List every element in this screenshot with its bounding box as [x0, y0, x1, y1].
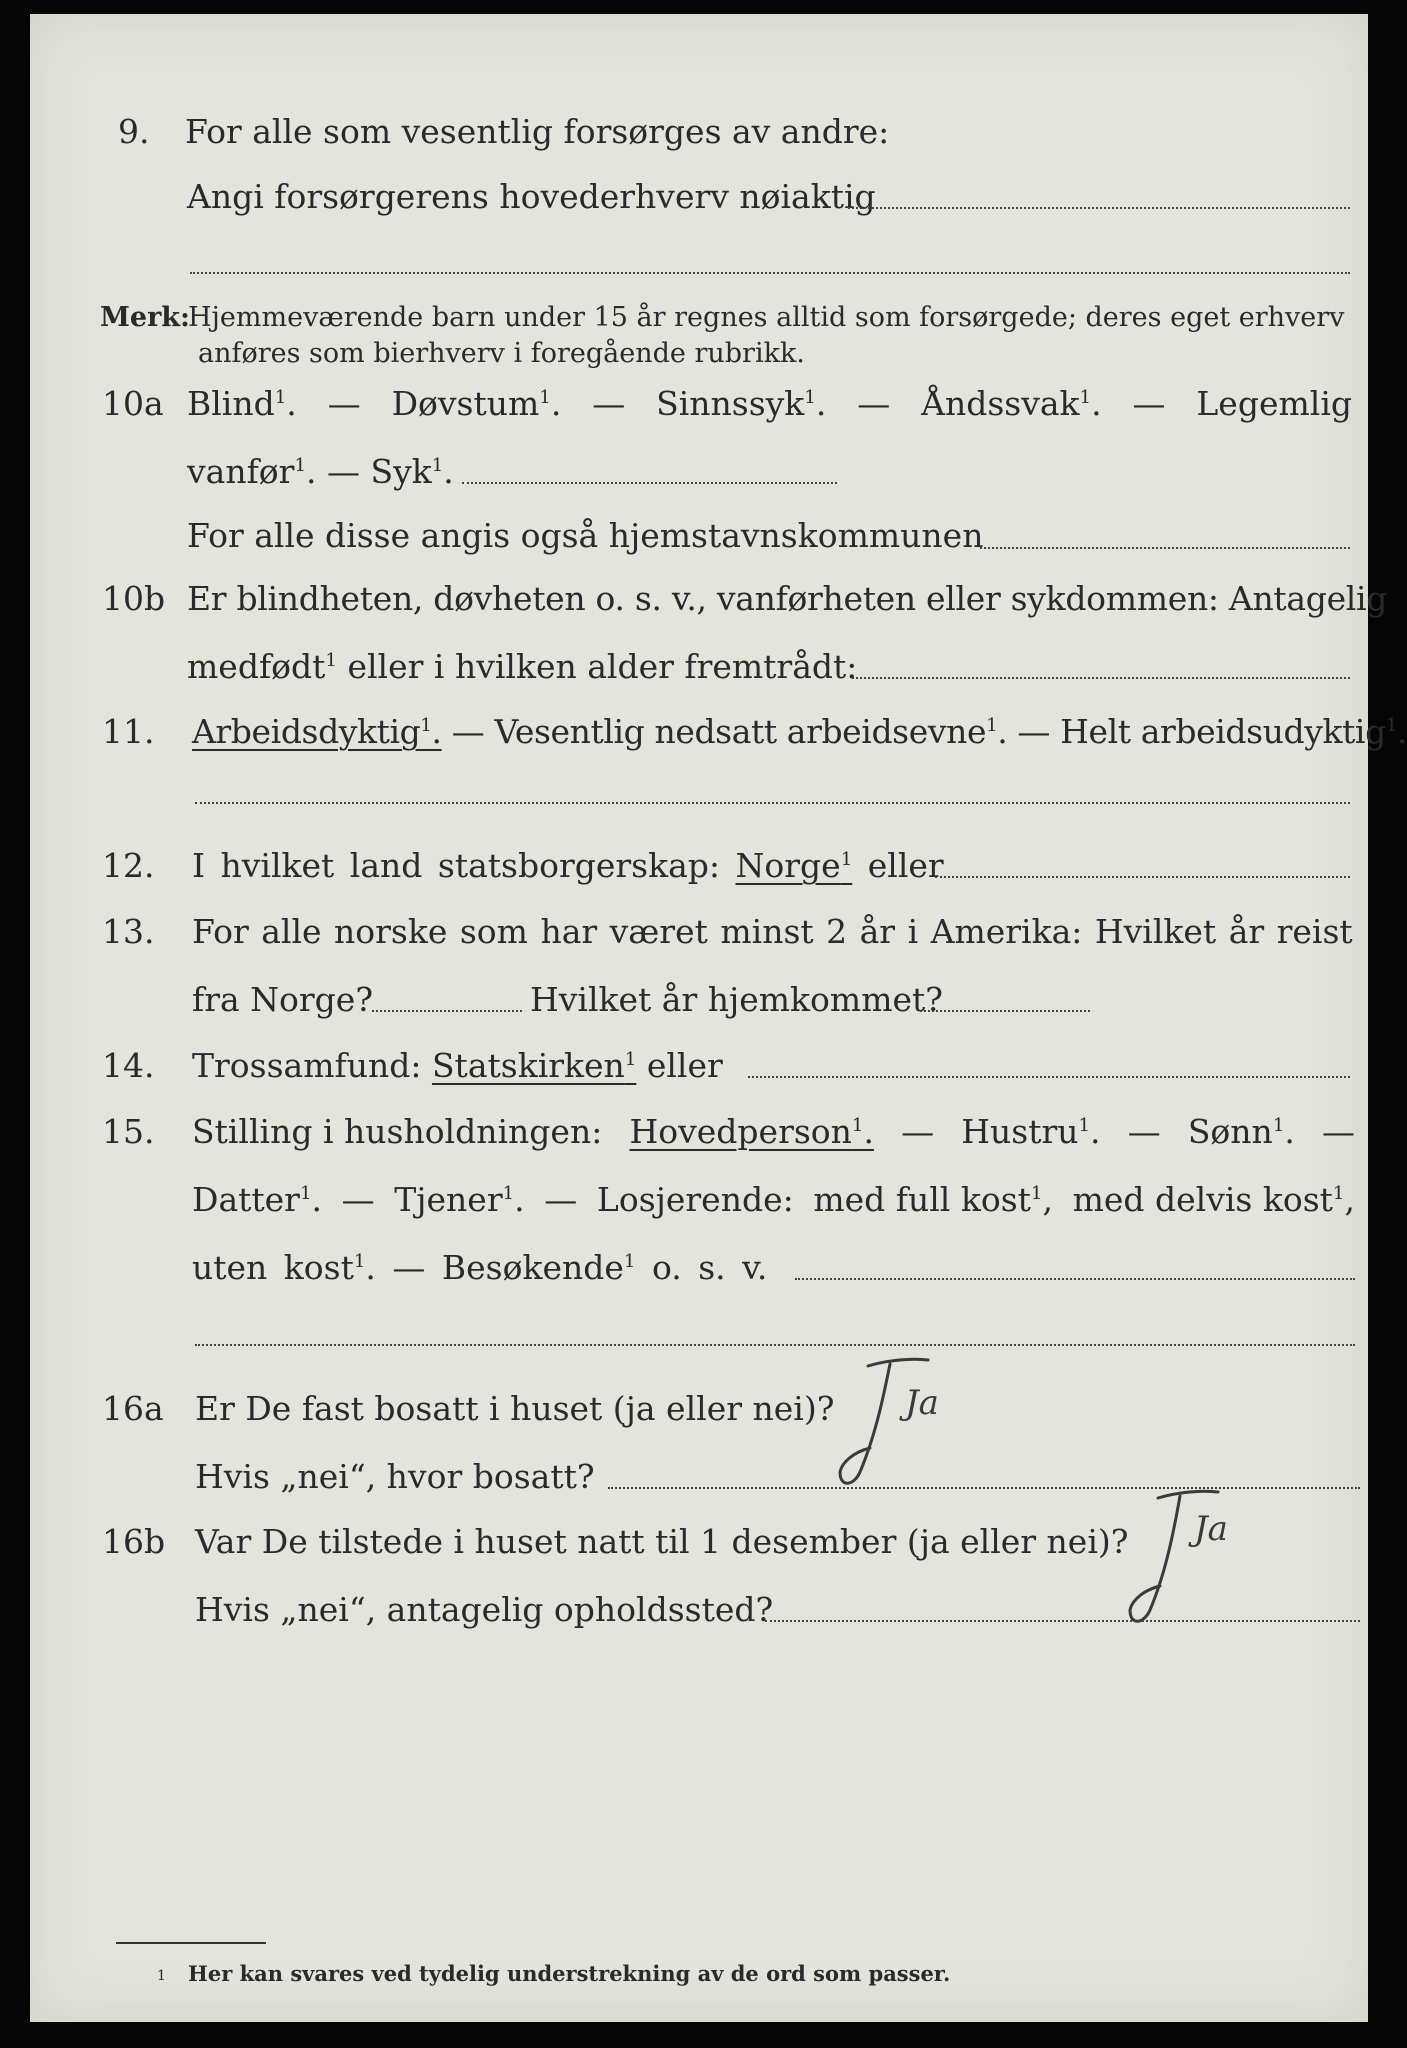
option-vanfor[interactable]: vanfør$^1$.: [187, 452, 317, 491]
q14-line: [192, 1046, 723, 1086]
q15-osv: o. s. v.: [651, 1248, 768, 1287]
q12-number: 12.: [102, 846, 155, 885]
q10b-number: 10b: [102, 579, 166, 618]
dash: —: [326, 452, 360, 491]
q16b-number: 16b: [102, 1522, 166, 1561]
footnote-mark: 1: [157, 1968, 166, 1984]
q16b-answer-line[interactable]: [765, 1620, 1360, 1622]
q10a-line-1: [187, 384, 1352, 424]
dash: —: [544, 1180, 578, 1219]
dash: —: [1132, 384, 1166, 423]
dash: —: [1127, 1112, 1161, 1151]
q11-number: 11.: [102, 712, 155, 751]
q10a-hjemstavn: For alle disse angis også hjemstavnskommunen: [187, 516, 984, 555]
q14-answer-line[interactable]: [748, 1076, 1350, 1078]
q16b-line-1: Var De tilstede i huset natt til 1 desember (ja eller nei)?: [195, 1522, 1129, 1561]
q10a-line-2: [187, 452, 454, 492]
option-legemlig[interactable]: Legemlig: [1196, 384, 1352, 423]
dash: —: [451, 712, 485, 751]
q10b-alder-text: eller i hvilken alder fremtrådt:: [347, 647, 858, 686]
q10a-answer-line[interactable]: [462, 482, 837, 484]
footnote-text: Her kan svares ved tydelig understrekning av de ord som passer.: [188, 1961, 951, 1986]
option-uten-kost[interactable]: uten kost$^1$.: [192, 1248, 376, 1287]
q13-line-1: For alle norske som har været minst 2 år i Amerika: Hvilket år reist: [192, 912, 1353, 951]
q13-fra-norge: fra Norge?: [192, 980, 374, 1019]
q16a-line-2: Hvis „nei“, hvor bosatt?: [195, 1457, 595, 1496]
option-arbeidsdyktig[interactable]: Arbeidsdyktig$^1$.: [192, 712, 442, 751]
merk-line-1: Hjemmeværende barn under 15 år regnes alltid som forsørgede; deres eget erhverv: [188, 302, 1345, 333]
option-nedsatt[interactable]: Vesentlig nedsatt arbeidsevne$^1$.: [494, 712, 1008, 751]
q10b-line-2: [187, 647, 857, 687]
q16b-answer-text: Ja: [1194, 1509, 1228, 1549]
dash: —: [857, 384, 891, 423]
merk-line-2: anføres som bierhverv i foregående rubrikk.: [198, 338, 805, 369]
option-hustru[interactable]: Hustru$^1$.: [961, 1112, 1101, 1151]
dash: —: [1322, 1112, 1355, 1151]
q10b-answer-line[interactable]: [852, 677, 1350, 679]
q12-answer-line[interactable]: [935, 876, 1350, 878]
dash: —: [1017, 712, 1051, 751]
q13-number: 13.: [102, 912, 155, 951]
q10a-number: 10a: [102, 384, 164, 423]
option-blind[interactable]: Blind$^1$.: [187, 384, 297, 423]
dash: —: [341, 1180, 375, 1219]
q15-losjerende: Losjerende:: [596, 1180, 794, 1219]
q13-reist-line[interactable]: [372, 1010, 522, 1012]
q9-answer-line-2[interactable]: [190, 272, 1350, 274]
dash: —: [901, 1112, 935, 1151]
option-hovedperson[interactable]: Hovedperson$^1$.: [629, 1112, 874, 1151]
option-norge[interactable]: Norge$^1$: [735, 846, 853, 885]
q15-lead: Stilling i husholdningen:: [192, 1112, 603, 1151]
q15-answer-line-2[interactable]: [195, 1344, 1355, 1346]
option-sonn[interactable]: Sønn$^1$.: [1187, 1112, 1295, 1151]
q9-number: 9.: [118, 112, 150, 151]
q11-line: [192, 712, 1407, 752]
option-tjener[interactable]: Tjener$^1$.: [394, 1180, 525, 1219]
option-datter[interactable]: Datter$^1$.: [192, 1180, 323, 1219]
q16a-answer-text: Ja: [905, 1383, 939, 1423]
dash: —: [327, 384, 361, 423]
q9-answer-line[interactable]: [848, 207, 1350, 209]
dash: —: [592, 384, 626, 423]
option-andssvak[interactable]: Åndssvak$^1$.: [921, 384, 1102, 423]
option-syk[interactable]: Syk$^1$.: [370, 452, 454, 491]
q14-number: 14.: [102, 1046, 155, 1085]
option-full-kost[interactable]: med full kost$^1$,: [813, 1180, 1053, 1219]
option-udyktig[interactable]: Helt arbeidsudyktig$^1$.: [1060, 712, 1407, 751]
q15-line-3: [192, 1248, 767, 1288]
q16a-number: 16a: [102, 1389, 164, 1428]
q12-eller: eller: [867, 846, 944, 885]
q14-lead: Trossamfund:: [192, 1046, 422, 1085]
option-delvis-kost[interactable]: med delvis kost$^1$,: [1072, 1180, 1355, 1219]
q11-answer-line[interactable]: [195, 802, 1350, 804]
option-statskirken[interactable]: Statskirken$^1$: [431, 1046, 637, 1085]
census-form-page: [30, 14, 1407, 2022]
option-medfodt[interactable]: medfødt$^1$: [187, 647, 337, 686]
q14-eller: eller: [646, 1046, 723, 1085]
q13-hjemkommet: Hvilket år hjemkommet?: [530, 980, 943, 1019]
merk-label: Merk:: [100, 302, 190, 333]
q15-line-2: [192, 1180, 1355, 1220]
q15-number: 15.: [102, 1112, 155, 1151]
option-besokende[interactable]: Besøkende$^1$: [441, 1248, 636, 1287]
footnote-rule: [116, 1942, 266, 1944]
q16a-handwritten-answer: [810, 1354, 1010, 1494]
q15-line-1: [192, 1112, 1355, 1152]
q10b-line-1: Er blindheten, døvheten o. s. v., vanførheten eller sykdommen: Antagelig: [187, 579, 1388, 618]
q16b-handwritten-answer: [1110, 1484, 1310, 1634]
q16b-line-2: Hvis „nei“, antagelig opholdssted?: [195, 1590, 774, 1629]
q16a-line-1: Er De fast bosatt i huset (ja eller nei)?: [195, 1389, 835, 1428]
q15-answer-line[interactable]: [795, 1278, 1355, 1280]
q9-line: Angi forsørgerens hovederhverv nøiaktig: [187, 177, 876, 216]
q10a-hjemstavn-line[interactable]: [980, 547, 1350, 549]
q12-lead: I hvilket land statsborgerskap:: [192, 846, 721, 885]
q12-line: [192, 846, 944, 886]
q9-title: For alle som vesentlig forsørges av andre:: [185, 112, 890, 151]
option-sinnssyk[interactable]: Sinnssyk$^1$.: [656, 384, 827, 423]
q13-hjemkommet-line[interactable]: [920, 1010, 1090, 1012]
dash: —: [392, 1248, 426, 1287]
option-dovstum[interactable]: Døvstum$^1$.: [391, 384, 562, 423]
